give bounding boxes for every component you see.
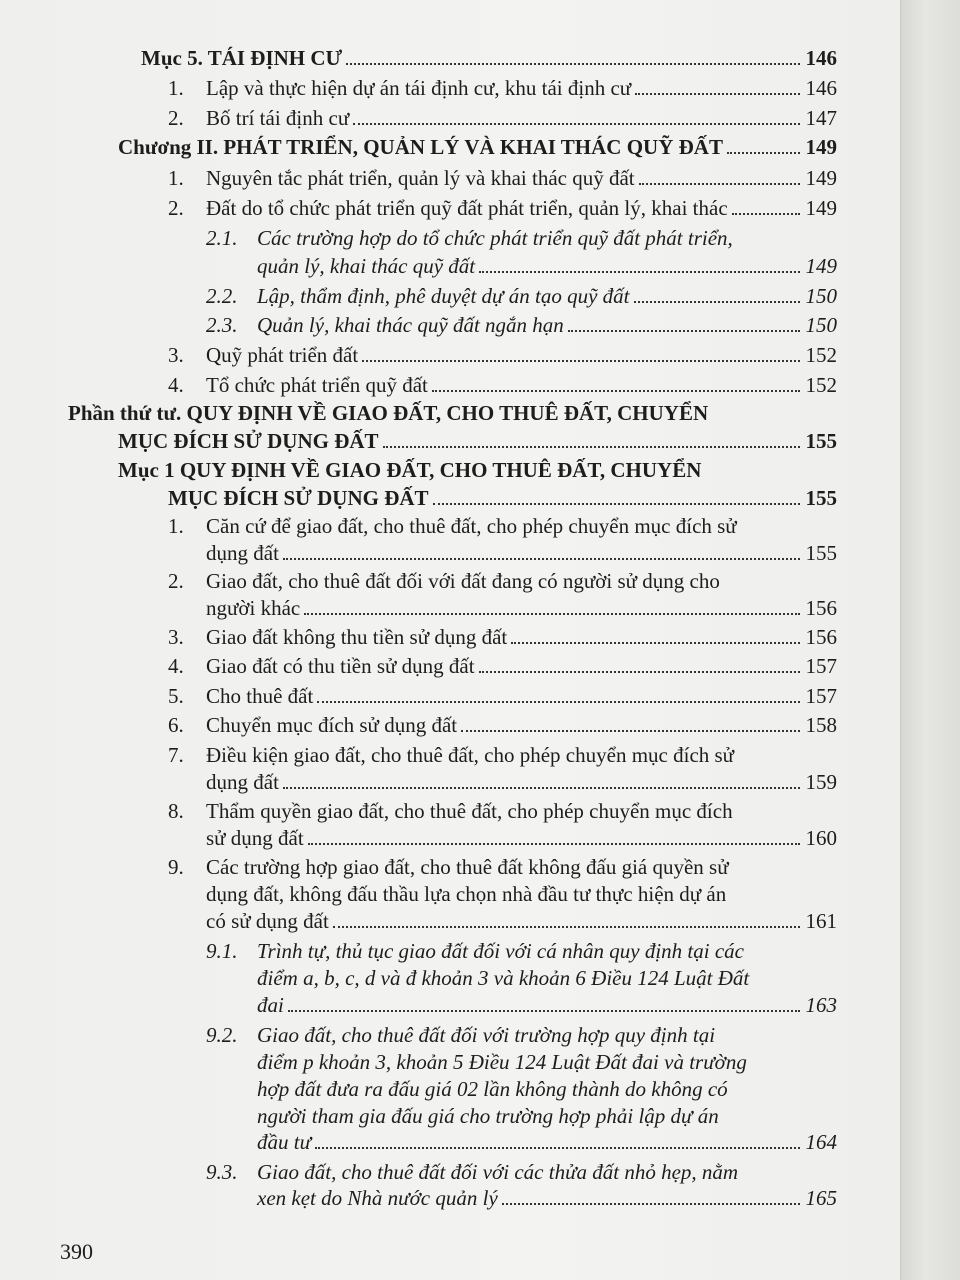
leader-dots — [315, 1147, 800, 1149]
toc-entry-page: 147 — [805, 106, 837, 130]
leader-dots — [362, 360, 800, 362]
toc-entry-number: 2. — [168, 569, 184, 593]
toc-entry-label: dụng đất — [206, 770, 279, 794]
toc-entry-line — [168, 741, 734, 769]
toc-entry-number: 3. — [168, 625, 184, 649]
toc-entry-line — [68, 399, 708, 427]
leader-dots — [333, 926, 800, 928]
toc-entry-page: 161 — [805, 909, 837, 933]
leader-dots — [346, 63, 800, 65]
toc-entry-page: 159 — [805, 770, 837, 794]
toc-entry-page: 149 — [805, 135, 837, 159]
toc-entry-number: 2.2. — [206, 284, 238, 308]
toc-entry-line — [206, 224, 733, 252]
toc-entry-number: 7. — [168, 743, 184, 767]
toc-entry-line — [168, 797, 733, 825]
toc-entry-label: Quỹ phát triển đất — [206, 343, 359, 367]
toc-entry-label: MỤC ĐÍCH SỬ DỤNG ĐẤT — [168, 486, 429, 510]
toc-entry-label: MỤC ĐÍCH SỬ DỤNG ĐẤT — [118, 429, 379, 453]
toc-entry-page: 155 — [805, 541, 837, 565]
toc-entry-label: đầu tư — [257, 1130, 312, 1154]
toc-entry-number: 9.1. — [206, 939, 238, 963]
leader-dots — [732, 213, 800, 215]
toc-entry — [206, 907, 837, 935]
toc-entry-label: có sử dụng đất — [206, 909, 329, 933]
toc-entry-label-line: người tham gia đấu giá cho trường hợp phải lập dự án — [257, 1104, 719, 1128]
toc-entry — [168, 652, 837, 680]
toc-entry-line — [257, 1075, 728, 1103]
toc-entry-line — [257, 1048, 747, 1076]
toc-entry-number: 2.3. — [206, 313, 238, 337]
toc-entry-number: 2.1. — [206, 226, 238, 250]
toc-entry — [206, 539, 837, 567]
leader-dots — [479, 271, 800, 273]
toc-entry — [168, 341, 837, 369]
toc-entry-label: Giao đất có thu tiền sử dụng đất — [206, 654, 475, 678]
leader-dots — [639, 183, 800, 185]
toc-entry — [206, 824, 837, 852]
toc-entry-label: quản lý, khai thác quỹ đất — [257, 254, 476, 278]
leader-dots — [353, 123, 800, 125]
toc-entry — [168, 682, 837, 710]
toc-entry-label: Giao đất không thu tiền sử dụng đất — [206, 625, 508, 649]
toc-entry-page: 157 — [805, 654, 837, 678]
toc-entry — [168, 371, 837, 399]
toc-entry — [168, 74, 837, 102]
toc-entry-label: Bố trí tái định cư — [206, 106, 350, 130]
toc-entry-label-line: Phần thứ tư. QUY ĐỊNH VỀ GIAO ĐẤT, CHO THUÊ ĐẤT, CHUYỂN — [68, 401, 709, 425]
toc-entry-line — [168, 567, 720, 595]
toc-entry-page: 158 — [805, 713, 837, 737]
toc-entry-line — [206, 1021, 715, 1049]
toc-entry-number: 9.3. — [206, 1160, 238, 1184]
toc-entry-label-line: Giao đất, cho thuê đất đối với đất đang có người sử dụng cho — [206, 569, 720, 593]
toc-entry-number: 4. — [168, 654, 184, 678]
toc-entry — [257, 1128, 837, 1156]
toc-entry-page: 165 — [805, 1186, 837, 1210]
leader-dots — [432, 390, 800, 392]
toc-entry-page: 160 — [805, 826, 837, 850]
leader-dots — [461, 730, 800, 732]
leader-dots — [568, 330, 800, 332]
toc-entry-number: 1. — [168, 76, 184, 100]
toc-entry-label: Đất do tổ chức phát triển quỹ đất phát triển, quản lý, khai thác — [206, 196, 728, 220]
toc-entry — [141, 44, 837, 72]
toc-entry-number: 3. — [168, 343, 184, 367]
toc-entry-page: 149 — [805, 254, 837, 278]
toc-entry — [257, 252, 837, 280]
toc-entry-label-line: điểm a, b, c, d và đ khoản 3 và khoản 6 Điều 124 Luật Đất — [257, 966, 750, 990]
toc-entry-label: Lập, thẩm định, phê duyệt dự án tạo quỹ đất — [257, 284, 630, 308]
toc-entry-page: 156 — [805, 596, 837, 620]
toc-entry-line — [168, 512, 737, 540]
toc-entry-label: dụng đất — [206, 541, 279, 565]
toc-entry — [257, 1184, 837, 1212]
toc-entry-label-line: Thẩm quyền giao đất, cho thuê đất, cho phép chuyển mục đích — [206, 799, 733, 823]
toc-entry-page: 152 — [805, 373, 837, 397]
toc-entry-number: 6. — [168, 713, 184, 737]
toc-entry-page: 155 — [805, 429, 837, 453]
toc-entry — [168, 484, 837, 512]
toc-entry-label-line: Giao đất, cho thuê đất đối với các thửa đất nhỏ hẹp, nằm — [257, 1160, 739, 1184]
leader-dots — [727, 152, 800, 154]
toc-entry-line — [257, 964, 749, 992]
toc-entry — [257, 991, 837, 1019]
toc-entry-line — [168, 853, 729, 881]
leader-dots — [283, 558, 800, 560]
toc-entry-label: Chuyển mục đích sử dụng đất — [206, 713, 458, 737]
leader-dots — [288, 1010, 800, 1012]
toc-entry-label-line: Các trường hợp do tổ chức phát triển quỹ đất phát triển, — [257, 226, 733, 250]
toc-entry-label: Nguyên tắc phát triển, quản lý và khai thác quỹ đất — [206, 166, 635, 190]
toc-entry-line — [206, 1158, 738, 1186]
toc-entry-number: 2. — [168, 196, 184, 220]
toc-entry-number: 1. — [168, 514, 184, 538]
toc-entry-label: Tổ chức phát triển quỹ đất — [206, 373, 428, 397]
toc-entry-label: đai — [257, 993, 284, 1017]
leader-dots — [304, 613, 800, 615]
page-edge — [900, 0, 960, 1280]
toc-entry-page: 150 — [805, 313, 837, 337]
toc-entry-label: Lập và thực hiện dự án tái định cư, khu tái định cư — [206, 76, 632, 100]
toc-entry-page: 152 — [805, 343, 837, 367]
toc-entry — [168, 711, 837, 739]
leader-dots — [635, 93, 800, 95]
toc-entry-label: sử dụng đất — [206, 826, 304, 850]
toc-entry-label: Chương II. PHÁT TRIỂN, QUẢN LÝ VÀ KHAI THÁC QUỸ ĐẤT — [118, 135, 723, 159]
toc-entry — [168, 164, 837, 192]
toc-entry — [206, 311, 837, 339]
toc-entry-label: Quản lý, khai thác quỹ đất ngắn hạn — [257, 313, 564, 337]
toc-entry-label-line: hợp đất đưa ra đấu giá 02 lần không thành do không có — [257, 1077, 728, 1101]
toc-entry-page: 150 — [805, 284, 837, 308]
toc-entry-line — [206, 937, 744, 965]
toc-entry-number: 9. — [168, 855, 184, 879]
leader-dots — [479, 671, 800, 673]
toc-entry — [206, 282, 837, 310]
leader-dots — [634, 301, 800, 303]
toc-entry — [118, 133, 837, 161]
toc-entry — [168, 623, 837, 651]
toc-entry-line — [206, 880, 726, 908]
toc-entry-page: 146 — [805, 46, 837, 70]
toc-entry-page: 164 — [805, 1130, 837, 1154]
toc-entry-number: 4. — [168, 373, 184, 397]
toc-entry-label: Cho thuê đất — [206, 684, 314, 708]
toc-entry-page: 149 — [805, 196, 837, 220]
toc-entry-label-line: dụng đất, không đấu thầu lựa chọn nhà đầu tư thực hiện dự án — [206, 882, 727, 906]
toc-entry — [206, 594, 837, 622]
toc-entry — [168, 104, 837, 132]
leader-dots — [502, 1203, 800, 1205]
toc-entry-number: 1. — [168, 166, 184, 190]
toc-entry-page: 155 — [805, 486, 837, 510]
toc-entry-label: Mục 5. TÁI ĐỊNH CƯ — [141, 46, 343, 70]
toc-entry-page: 163 — [805, 993, 837, 1017]
toc-entry-label-line: Căn cứ để giao đất, cho thuê đất, cho phép chuyển mục đích sử — [206, 514, 737, 538]
toc-entry-line — [257, 1102, 719, 1130]
toc-entry-page: 157 — [805, 684, 837, 708]
toc-entry-label: người khác — [206, 596, 301, 620]
toc-entry-number: 2. — [168, 106, 184, 130]
toc-entry-label: xen kẹt do Nhà nước quản lý — [257, 1186, 498, 1210]
toc-entry-number: 5. — [168, 684, 184, 708]
leader-dots — [317, 701, 800, 703]
toc-entry-label-line: điểm p khoản 3, khoản 5 Điều 124 Luật Đất đai và trường — [257, 1050, 747, 1074]
toc-entry-page: 156 — [805, 625, 837, 649]
toc-entry-label-line: Mục 1 QUY ĐỊNH VỀ GIAO ĐẤT, CHO THUÊ ĐẤT, CHUYỂN — [118, 458, 702, 482]
toc-entry — [168, 194, 837, 222]
toc-entry-label-line: Điều kiện giao đất, cho thuê đất, cho phép chuyển mục đích sử — [206, 743, 735, 767]
toc-entry — [118, 427, 837, 455]
toc-entry — [206, 768, 837, 796]
page-number: 390 — [60, 1239, 93, 1264]
toc-entry-number: 8. — [168, 799, 184, 823]
toc-entry-label-line: Giao đất, cho thuê đất đối với trường hợp quy định tại — [257, 1023, 716, 1047]
leader-dots — [283, 787, 800, 789]
toc-entry-number: 9.2. — [206, 1023, 238, 1047]
leader-dots — [511, 642, 800, 644]
toc-entry-page: 149 — [805, 166, 837, 190]
toc-entry-label-line: Các trường hợp giao đất, cho thuê đất không đấu giá quyền sử — [206, 855, 729, 879]
leader-dots — [433, 503, 800, 505]
toc-entry-label-line: Trình tự, thủ tục giao đất đối với cá nhân quy định tại các — [257, 939, 744, 963]
leader-dots — [383, 446, 800, 448]
leader-dots — [308, 843, 800, 845]
toc-entry-page: 146 — [805, 76, 837, 100]
toc-entry-line — [118, 456, 701, 484]
